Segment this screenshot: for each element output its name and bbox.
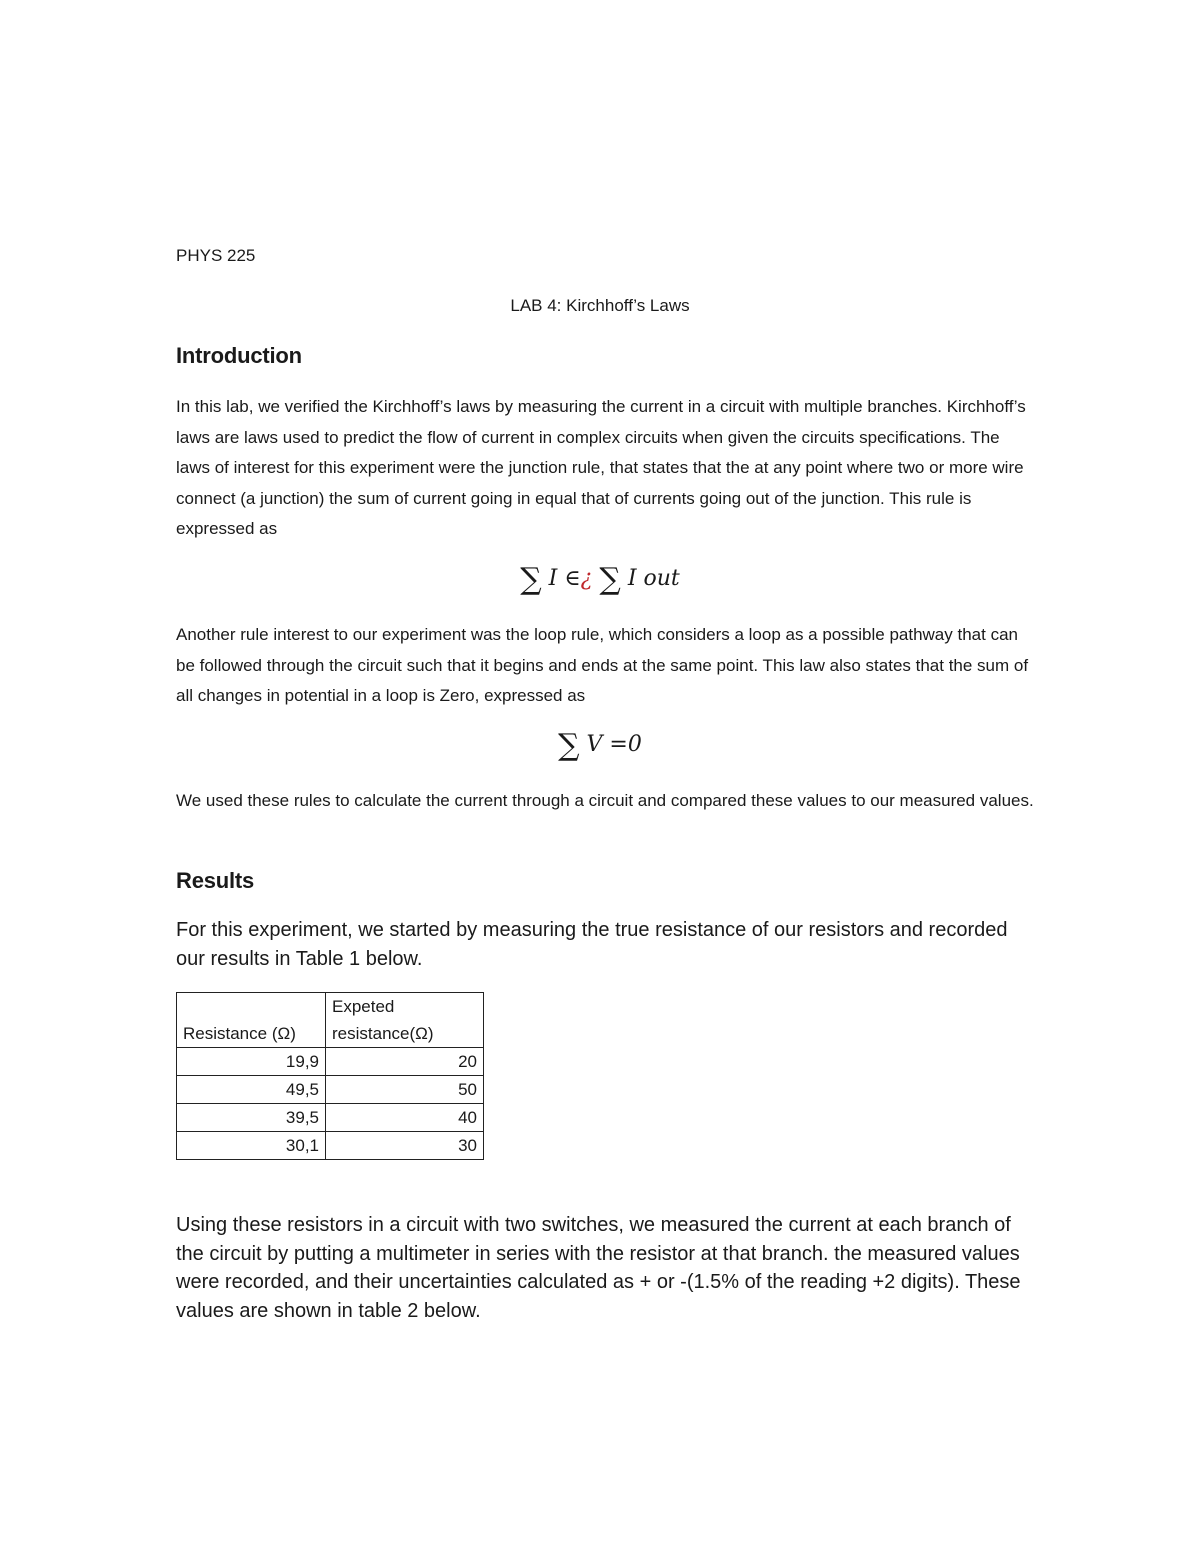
intro-paragraph-2: Another rule interest to our experiment was the loop rule, which considers a loop as a possible pathway that can be followed through the circuit such that it begins and ends at the same point. This law also states that the sum of all changes in potential in a loop is Zero, expressed as [176,625,1029,705]
course-code: PHYS 225 [176,246,256,265]
table-row [177,1048,484,1076]
resistance-table [176,992,484,1160]
introduction-heading: Introduction [176,343,302,368]
equation-term-in: I ∈ [548,566,581,591]
results-paragraph-1: For this experiment, we started by measuring the true resistance of our resistors and recorded our results in Table 1 below. [176,919,1008,970]
equation-term-out: I out [627,566,680,591]
intro-paragraph-3: We used these rules to calculate the current through a circuit and compared these values to our measured values. [176,791,1034,810]
header-resistance: Resistance (Ω) [177,993,326,1048]
loop-rule-equation [0,728,1200,763]
header-expected-resistance: Expeted resistance(Ω) [326,993,484,1048]
sum-symbol: ∑ [520,562,542,597]
results-heading: Results [176,868,255,893]
table-cell: 40 [326,1104,484,1132]
results-paragraph-2: Using these resistors in a circuit with two switches, we measured the current at each branch of the circuit by putting a multimeter in series with the resistor at that branch. the measured values were recorded, and their uncertainties calculated as + or -(1.5% of the reading +2 digits). These values are shown in table 2 below. [176,1214,1021,1322]
table-header-row [177,993,484,1048]
table-row [177,1132,484,1160]
equation-error-glyph: ¿ [580,566,593,591]
lab-title: LAB 4: Kirchhoff’s Laws [510,296,690,315]
table-cell: 30,1 [177,1132,326,1160]
junction-rule-equation [0,562,1200,597]
table-cell: 30 [326,1132,484,1160]
sum-symbol: ∑ [599,562,621,597]
table-cell: 50 [326,1076,484,1104]
table-row [177,1076,484,1104]
equation-expression: V =0 [586,732,642,757]
intro-paragraph-1: In this lab, we verified the Kirchhoff’s laws by measuring the current in a circuit with multiple branches. Kirchhoff’s laws are laws used to predict the flow of current in complex circuits when given the circuits specifications. The laws of interest for this experiment were the junction rule, that states that the at any point where two or more wire connect (a junction) the sum of current going in equal that of currents going out of the junction. This rule is expressed as [176,397,1026,538]
table-row [177,1104,484,1132]
table-cell: 49,5 [177,1076,326,1104]
table-cell: 19,9 [177,1048,326,1076]
sum-symbol: ∑ [558,728,580,763]
table-cell: 39,5 [177,1104,326,1132]
table-cell: 20 [326,1048,484,1076]
